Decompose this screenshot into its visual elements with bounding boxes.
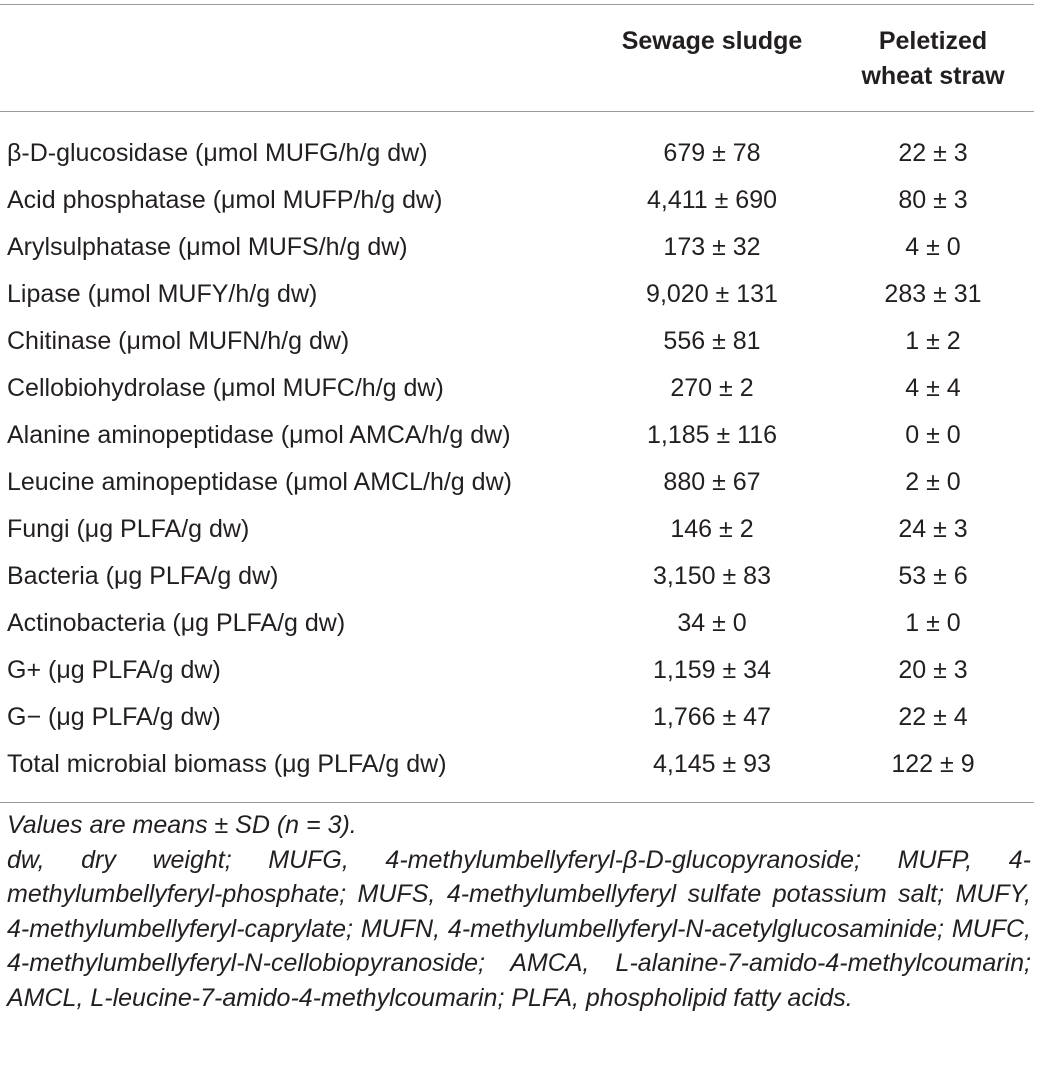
wheat-straw-value: 20 ± 3 xyxy=(898,656,968,684)
sewage-sludge-value: 146 ± 2 xyxy=(670,515,754,543)
row-label: Actinobacteria (μg PLFA/g dw) xyxy=(7,609,346,637)
sewage-sludge-value: 4,145 ± 93 xyxy=(653,750,771,778)
table-row xyxy=(0,741,1034,803)
table-row xyxy=(0,365,1034,412)
wheat-straw-value: 80 ± 3 xyxy=(898,186,968,214)
row-label: Leucine aminopeptidase (μmol AMCL/h/g dw) xyxy=(7,468,512,496)
sewage-sludge-value: 4,411 ± 690 xyxy=(646,186,778,214)
sewage-sludge-value: 173 ± 32 xyxy=(663,233,761,261)
table-row xyxy=(0,647,1034,694)
wheat-straw-value: 4 ± 0 xyxy=(905,233,961,261)
table-row xyxy=(0,600,1034,647)
table-row xyxy=(0,412,1034,459)
wheat-straw-value: 122 ± 9 xyxy=(891,750,975,778)
wheat-straw-value: 0 ± 0 xyxy=(905,421,961,449)
row-label: Cellobiohydrolase (μmol MUFC/h/g dw) xyxy=(7,374,444,402)
header-label-column xyxy=(0,5,592,112)
data-table xyxy=(0,4,1034,803)
row-label: Acid phosphatase (μmol MUFP/h/g dw) xyxy=(7,186,443,214)
row-label: Alanine aminopeptidase (μmol AMCA/h/g dw) xyxy=(7,421,511,449)
header-peletized-wheat-straw xyxy=(832,5,1034,112)
wheat-straw-value: 1 ± 2 xyxy=(905,327,961,355)
row-label: Total microbial biomass (μg PLFA/g dw) xyxy=(7,750,447,778)
table-row xyxy=(0,177,1034,224)
sewage-sludge-value: 270 ± 2 xyxy=(670,374,754,402)
values-note: Values are means ± SD (n = 3). xyxy=(7,811,357,839)
wheat-straw-value: 24 ± 3 xyxy=(898,515,968,543)
table-row xyxy=(0,553,1034,600)
table-row xyxy=(0,112,1034,178)
sewage-sludge-value: 1,159 ± 34 xyxy=(653,656,771,684)
header-straw-text: Peletized wheat straw xyxy=(861,27,1005,90)
row-label: β-D-glucosidase (μmol MUFG/h/g dw) xyxy=(7,139,428,167)
wheat-straw-value: 2 ± 0 xyxy=(905,468,961,496)
sewage-sludge-value: 556 ± 81 xyxy=(663,327,761,355)
table-body xyxy=(0,112,1034,803)
wheat-straw-value: 283 ± 31 xyxy=(884,280,982,308)
row-label: Fungi (μg PLFA/g dw) xyxy=(7,515,250,543)
sewage-sludge-value: 1,766 ± 47 xyxy=(653,703,771,731)
table-row xyxy=(0,506,1034,553)
row-label: Chitinase (μmol MUFN/h/g dw) xyxy=(7,327,350,355)
table-row xyxy=(0,318,1034,365)
wheat-straw-value: 4 ± 4 xyxy=(905,374,961,402)
table-row xyxy=(0,694,1034,741)
row-label: Arylsulphatase (μmol MUFS/h/g dw) xyxy=(7,233,408,261)
sewage-sludge-value: 1,185 ± 116 xyxy=(646,421,778,449)
wheat-straw-value: 22 ± 4 xyxy=(898,703,968,731)
wheat-straw-value: 1 ± 0 xyxy=(905,609,961,637)
header-sewage-sludge: Sewage sludge xyxy=(621,27,803,55)
sewage-sludge-value: 34 ± 0 xyxy=(677,609,747,637)
row-label: G+ (μg PLFA/g dw) xyxy=(7,656,221,684)
sewage-sludge-value: 880 ± 67 xyxy=(663,468,761,496)
wheat-straw-value: 53 ± 6 xyxy=(898,562,968,590)
row-label: Bacteria (μg PLFA/g dw) xyxy=(7,562,279,590)
table-row xyxy=(0,224,1034,271)
table-row xyxy=(0,459,1034,506)
sewage-sludge-value: 679 ± 78 xyxy=(663,139,761,167)
sewage-sludge-value: 9,020 ± 131 xyxy=(646,280,778,308)
row-label: G− (μg PLFA/g dw) xyxy=(7,703,221,731)
sewage-sludge-value: 3,150 ± 83 xyxy=(653,562,771,590)
row-label: Lipase (μmol MUFY/h/g dw) xyxy=(7,280,318,308)
header-row xyxy=(0,5,1034,112)
table-footnote xyxy=(7,808,1031,1015)
table-header xyxy=(0,5,1034,112)
table-row xyxy=(0,271,1034,318)
abbreviations-note: dw, dry weight; MUFG, 4-methylumbellyferyl-β-D-glucopyranoside; MUFP, 4-methylumbellyferyl-phosphate; MUFS, 4-methylumbellyferyl sulfate potassium salt; MUFY, 4-methylumbellyferyl-caprylate; MUFN, 4-methylumbellyferyl-N-acetylglucosaminide; MUFC, 4-methylumbellyferyl-N-cellobiopyranoside; AMCA, L-alanine-7-amido-4-methylcoumarin; AMCL, L-leucine-7-amido-4-methylcoumarin; PLFA, phospholipid fatty acids. xyxy=(7,845,1031,1012)
wheat-straw-value: 22 ± 3 xyxy=(898,139,968,167)
